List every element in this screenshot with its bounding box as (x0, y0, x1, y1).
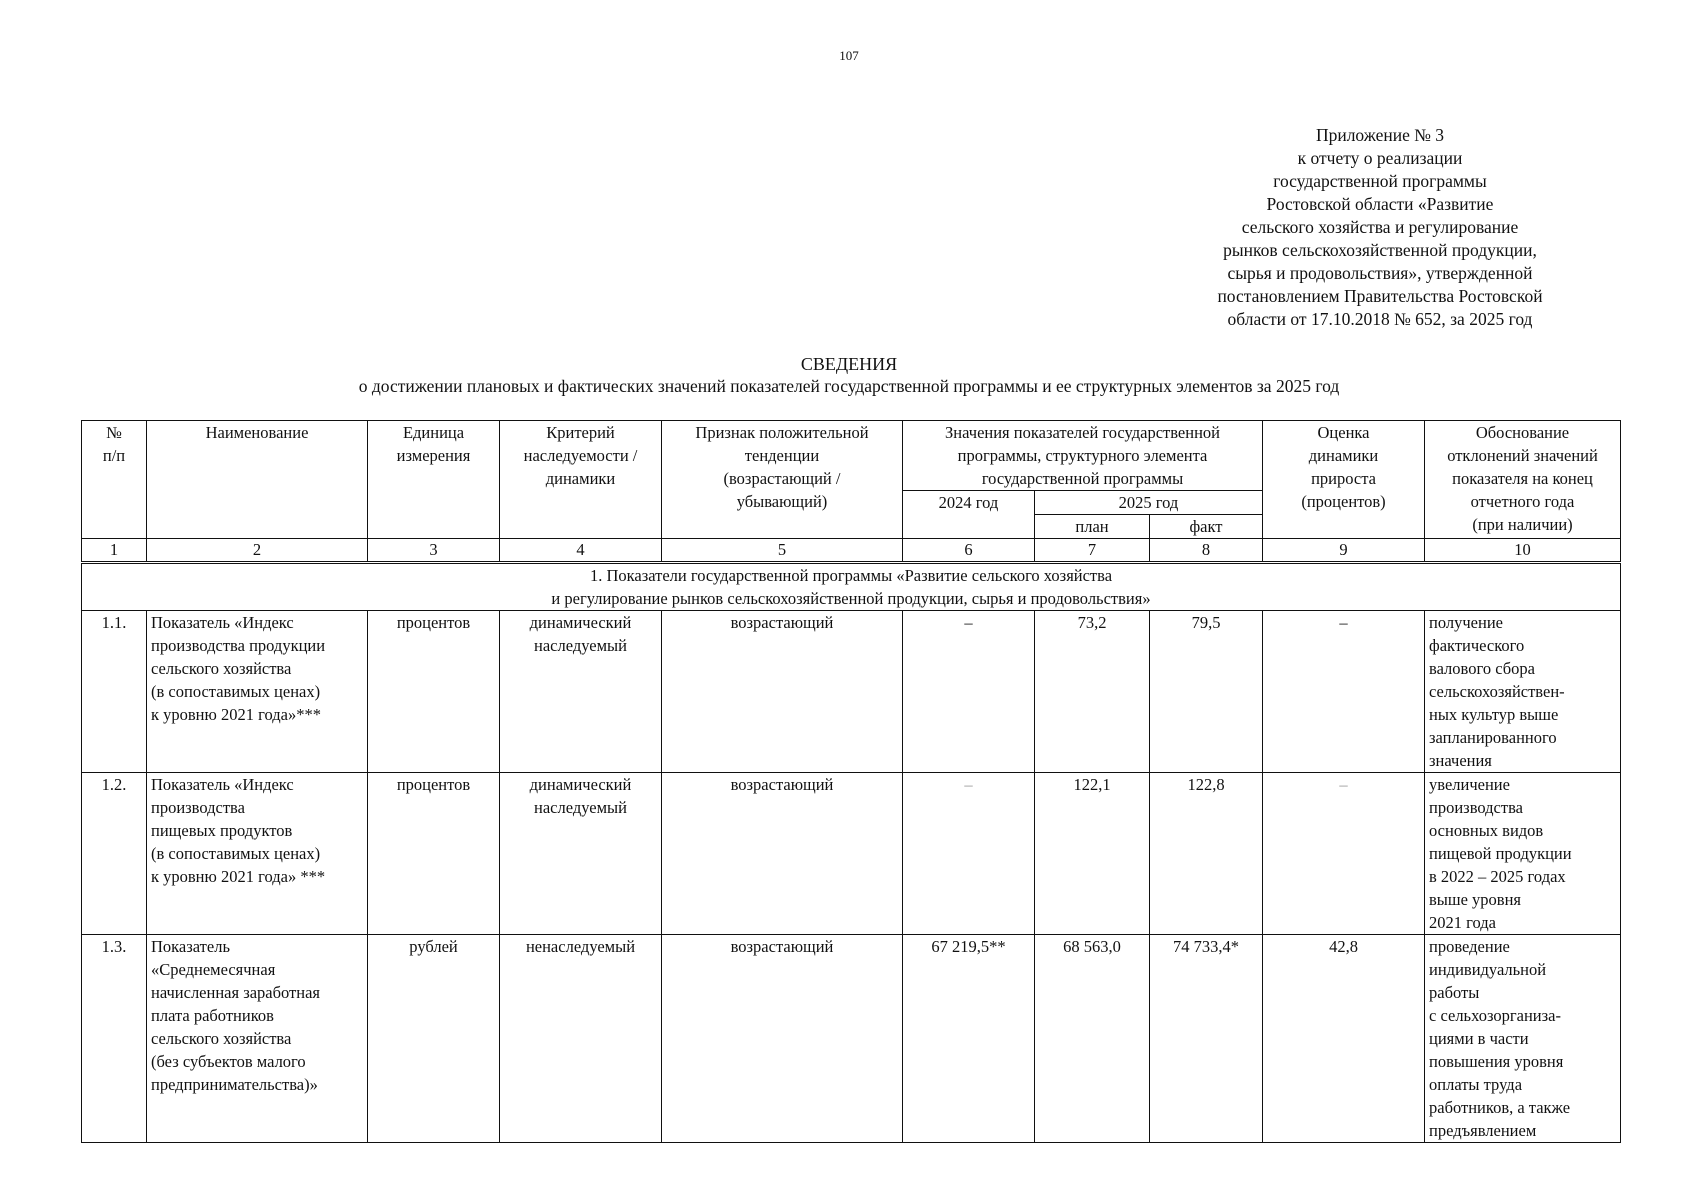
row-unit: процентов (368, 773, 500, 935)
row-trend: возрастающий (662, 935, 903, 1143)
header-name: Наименование (147, 421, 368, 539)
row-fact: 74 733,4* (1150, 935, 1263, 1143)
row-growth: – (1263, 773, 1425, 935)
appendix-line: Ростовской области «Развитие (1266, 194, 1494, 214)
column-number: 9 (1263, 539, 1425, 563)
header-criterion: Критерий наследуемости / динамики (500, 421, 662, 539)
header-justification: Обоснование отклонений значений показателя на конец отчетного года (при наличии) (1425, 421, 1621, 539)
indicators-table (81, 420, 1621, 1143)
row-growth: 42,8 (1263, 935, 1425, 1143)
appendix-line: постановлением Правительства Ростовской (1217, 286, 1543, 306)
document-subtitle: о достижении плановых и фактических значений показателей государственной программы и ее структурных элементов за 2025 год (358, 376, 1340, 396)
table-row (82, 773, 1621, 935)
appendix-line: сырья и продовольствия», утвержденной (1227, 263, 1533, 283)
row-unit: рублей (368, 935, 500, 1143)
header-year-2024: 2024 год (903, 491, 1035, 539)
header-unit: Единица измерения (368, 421, 500, 539)
row-name: Показатель «Индекс производства продукции сельского хозяйства (в сопоставимых ценах) к уровню 2021 года»*** (147, 611, 368, 773)
row-name: Показатель «Среднемесячная начисленная заработная плата работников сельского хозяйства (без субъектов малого предпринимательства)» (147, 935, 368, 1143)
column-number: 5 (662, 539, 903, 563)
row-fact: 122,8 (1150, 773, 1263, 935)
row-value-2024: – (903, 611, 1035, 773)
row-justification: проведение индивидуальной работы с сельхозорганиза- циями в части повышения уровня оплаты труда работников, а также предъявлением (1425, 935, 1621, 1143)
document-title: СВЕДЕНИЯ (800, 354, 898, 374)
header-values-group: Значения показателей государственной программы, структурного элемента государственной программы (903, 421, 1263, 491)
appendix-line: Приложение № 3 (1315, 125, 1445, 145)
row-growth: – (1263, 611, 1425, 773)
row-value-2024: – (903, 773, 1035, 935)
header-year-2025: 2025 год (1035, 491, 1263, 515)
row-plan: 122,1 (1035, 773, 1150, 935)
row-name: Показатель «Индекс производства пищевых продуктов (в сопоставимых ценах) к уровню 2021 года» *** (147, 773, 368, 935)
column-number: 6 (903, 539, 1035, 563)
row-fact: 79,5 (1150, 611, 1263, 773)
header-fact: факт (1150, 515, 1263, 539)
header-plan: план (1035, 515, 1150, 539)
row-justification: увеличение производства основных видов пищевой продукции в 2022 – 2025 годах выше уровня 2021 года (1425, 773, 1621, 935)
column-number: 2 (147, 539, 368, 563)
column-number: 4 (500, 539, 662, 563)
appendix-line: к отчету о реализации (1297, 148, 1463, 168)
appendix-line: рынков сельскохозяйственной продукции, (1223, 240, 1537, 260)
header-trend: Признак положительной тенденции (возрастающий / убывающий) (662, 421, 903, 539)
table-row (82, 611, 1621, 773)
appendix-header (1180, 124, 1580, 331)
row-trend: возрастающий (662, 773, 903, 935)
row-criterion: динамический наследуемый (500, 611, 662, 773)
row-num: 1.3. (82, 935, 147, 1143)
appendix-line: сельского хозяйства и регулирование (1241, 217, 1519, 237)
row-trend: возрастающий (662, 611, 903, 773)
column-number: 3 (368, 539, 500, 563)
column-number: 7 (1035, 539, 1150, 563)
column-number: 8 (1150, 539, 1263, 563)
header-growth: Оценка динамики прироста (процентов) (1263, 421, 1425, 539)
page-number: 107 (839, 48, 859, 63)
column-number: 1 (82, 539, 147, 563)
row-plan: 73,2 (1035, 611, 1150, 773)
table-row (82, 935, 1621, 1143)
row-criterion: ненаследуемый (500, 935, 662, 1143)
appendix-line: государственной программы (1273, 171, 1487, 191)
row-plan: 68 563,0 (1035, 935, 1150, 1143)
row-num: 1.2. (82, 773, 147, 935)
row-justification: получение фактического валового сбора сельскохозяйствен- ных культур выше запланированного значения (1425, 611, 1621, 773)
column-number: 10 (1425, 539, 1621, 563)
section-title: 1. Показатели государственной программы «Развитие сельского хозяйства и регулирование рынков сельскохозяйственной продукции, сырья и продовольствия» (82, 563, 1621, 611)
row-num: 1.1. (82, 611, 147, 773)
row-criterion: динамический наследуемый (500, 773, 662, 935)
appendix-line: области от 17.10.2018 № 652, за 2025 год (1227, 309, 1533, 329)
row-unit: процентов (368, 611, 500, 773)
row-value-2024: 67 219,5** (903, 935, 1035, 1143)
header-num: № п/п (82, 421, 147, 539)
